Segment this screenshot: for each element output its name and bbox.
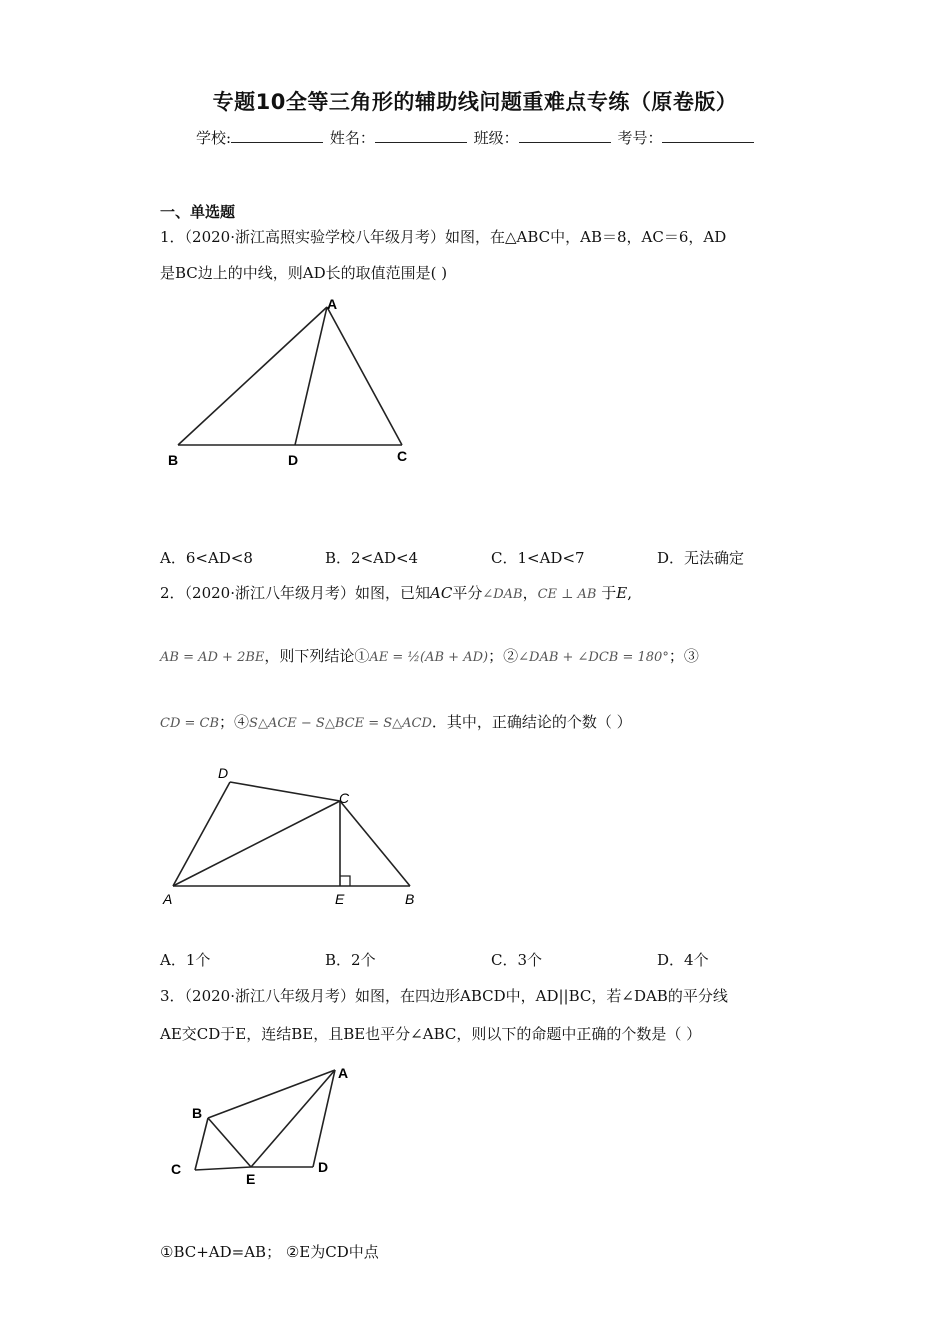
q2-option-a[interactable]: A．1个 bbox=[160, 951, 211, 969]
q2-ce-perp-ab: CE ⊥ AB bbox=[537, 587, 597, 602]
q2-text-h: ．其中，正确结论的个数（ ） bbox=[431, 713, 632, 731]
q3-label-c: C bbox=[171, 1161, 182, 1177]
q1-label-c: C bbox=[397, 448, 408, 464]
q1-triangle-figure bbox=[160, 295, 420, 475]
q2-segment-dc bbox=[230, 782, 340, 801]
q3-segment-ae bbox=[251, 1070, 335, 1167]
q1-text-line1: （2020·浙江高照实验学校八年级月考）如图，在△ABC中，AB＝8，AC＝6，AD bbox=[184, 228, 727, 246]
q2-formula-area: S△ACE − S△BCE = S△ACD bbox=[249, 716, 432, 731]
q3-label-b: B bbox=[192, 1105, 203, 1121]
q1-segment-ac bbox=[327, 307, 402, 445]
q2-e: E bbox=[616, 584, 628, 602]
q2-quadrilateral-figure bbox=[155, 762, 430, 912]
q2-segment-cb bbox=[340, 801, 410, 886]
q2-line3 bbox=[160, 711, 632, 732]
q2-eq-ab: AB = AD + 2BE bbox=[160, 650, 265, 665]
q3-segment-bc bbox=[195, 1118, 208, 1170]
q3-text-line1: （2020·浙江八年级月考）如图，在四边形ABCD中，AD||BC，若∠DAB的平分线 bbox=[184, 987, 728, 1005]
q3-segment-be bbox=[208, 1118, 251, 1167]
q2-line2 bbox=[160, 645, 699, 666]
q1-segment-ad bbox=[295, 307, 327, 445]
q2-right-angle-mark bbox=[340, 876, 350, 886]
q2-text-d: ，则下列结论① bbox=[264, 647, 370, 665]
q2-number: 2． bbox=[160, 584, 185, 602]
q1-label-a: A bbox=[327, 296, 338, 312]
q1-label-d: D bbox=[288, 452, 299, 468]
q1-text-line2: 是BC边上的中线，则AD长的取值范围是( ) bbox=[160, 264, 448, 282]
q1-segment-ab bbox=[178, 307, 327, 445]
q2-label-b: B bbox=[405, 891, 415, 907]
q2-eq-cd: CD = CB bbox=[160, 716, 220, 731]
school-label: 学校: bbox=[196, 129, 232, 147]
q2-option-c[interactable]: C．3个 bbox=[491, 951, 543, 969]
q1-number: 1． bbox=[160, 228, 185, 246]
exam-number-blank[interactable] bbox=[662, 128, 754, 143]
q2-text-c: 于 bbox=[601, 584, 617, 602]
q3-statements: ①BC+AD=AB； ②E为CD中点 bbox=[160, 1243, 379, 1261]
q3-segment-ce bbox=[195, 1167, 251, 1170]
q2-formula-angles: ∠DAB + ∠DCB = 180° bbox=[518, 650, 669, 665]
q2-text-a: （2020·浙江八年级月考）如图，已知 bbox=[184, 584, 430, 602]
q3-segment-ba bbox=[208, 1070, 335, 1118]
q2-option-d[interactable]: D．4个 bbox=[657, 951, 709, 969]
q2-formula-ae: AE = ½(AB + AD) bbox=[369, 650, 489, 665]
q2-label-e: E bbox=[335, 891, 345, 907]
class-blank[interactable] bbox=[519, 128, 611, 143]
q2-text-e: ；② bbox=[488, 647, 519, 665]
q1-option-a[interactable]: A．6<AD<8 bbox=[160, 549, 253, 567]
page-title: 专题10全等三角形的辅助线问题重难点专练（原卷版） bbox=[212, 90, 738, 114]
q3-text-line2: AE交CD于E，连结BE，且BE也平分∠ABC，则以下的命题中正确的个数是（ ） bbox=[160, 1025, 702, 1043]
section-heading: 一、单选题 bbox=[160, 203, 236, 221]
exam-number-label: 考号： bbox=[617, 129, 663, 147]
q1-option-b[interactable]: B．2<AD<4 bbox=[325, 549, 419, 567]
q2-text-b: 平分 bbox=[452, 584, 483, 602]
student-info-row bbox=[196, 127, 756, 148]
q2-label-d: D bbox=[218, 765, 229, 781]
q2-label-c: C bbox=[339, 790, 350, 806]
q3-segment-ad bbox=[313, 1070, 335, 1167]
q2-line1: 2．（2020·浙江八年级月考）如图，已知AC平分∠DAB，CE ⊥ AB 于E, bbox=[160, 584, 633, 602]
name-blank[interactable] bbox=[375, 128, 467, 143]
class-label: 班级： bbox=[473, 129, 519, 147]
q2-ac: AC bbox=[430, 584, 453, 602]
q1-line1 bbox=[160, 226, 726, 247]
name-label: 姓名： bbox=[329, 129, 375, 147]
q1-option-c[interactable]: C．1<AD<7 bbox=[491, 549, 585, 567]
q2-angle-dab: ∠DAB bbox=[482, 587, 523, 602]
q3-label-d: D bbox=[318, 1159, 329, 1175]
q3-number: 3． bbox=[160, 987, 185, 1005]
q2-text-g: ；④ bbox=[219, 713, 250, 731]
q3-label-e: E bbox=[246, 1171, 256, 1187]
q2-segment-ac bbox=[173, 801, 340, 886]
q2-text-f: ；③ bbox=[668, 647, 699, 665]
q2-segment-ad bbox=[173, 782, 230, 886]
q2-label-a: A bbox=[163, 891, 173, 907]
q1-label-b: B bbox=[168, 452, 179, 468]
school-blank[interactable] bbox=[231, 128, 323, 143]
q3-quadrilateral-figure bbox=[160, 1060, 370, 1190]
q1-option-d[interactable]: D．无法确定 bbox=[657, 549, 745, 567]
q3-label-a: A bbox=[338, 1065, 349, 1081]
q2-option-b[interactable]: B．2个 bbox=[325, 951, 376, 969]
q3-line1 bbox=[160, 985, 728, 1006]
